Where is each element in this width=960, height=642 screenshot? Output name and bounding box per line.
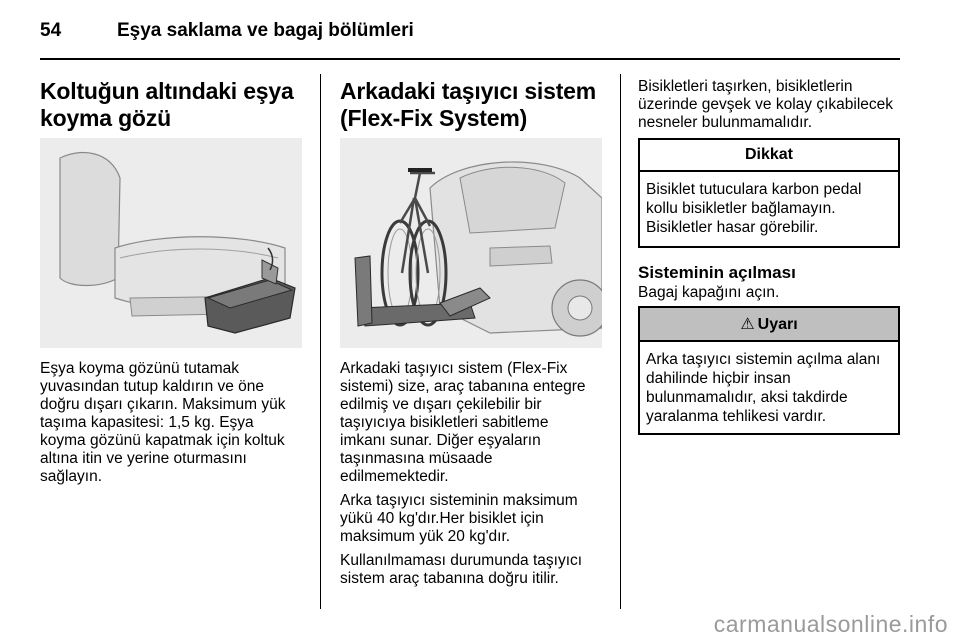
text-line: sistem araç tabanına doğru itilir. xyxy=(340,570,559,587)
flexfix-description xyxy=(340,360,605,594)
column-divider-2 xyxy=(620,74,621,609)
text-line: altına itin ve yerine oturmasını xyxy=(40,450,247,467)
text-line: taşıyıcıya bisikletleri sabitleme xyxy=(340,414,549,431)
warning-box xyxy=(638,306,900,435)
text-line: taşıma kapasitesi: 1,5 kg. Eşya xyxy=(40,414,254,431)
heading-line: (Flex-Fix System) xyxy=(340,105,528,131)
text-line: yaralanma tehlikesi vardır. xyxy=(646,408,827,425)
text-line: yuvasından tutup kaldırın ve öne xyxy=(40,378,265,395)
bike-carrier-image xyxy=(340,138,602,348)
heading-line: Arkadaki taşıyıcı sistem xyxy=(340,78,597,104)
text-line: nesneler bulunmamalıdır. xyxy=(638,114,813,131)
text-line: Arka taşıyıcı sistemin açılma alanı xyxy=(646,351,881,368)
text-line: üzerinde gevşek ve kolay çıkabilecek xyxy=(638,96,894,113)
heading-line: koyma gözü xyxy=(40,105,171,131)
warning-title: Uyarı xyxy=(757,316,798,333)
text-line: edilmemektedir. xyxy=(340,468,449,485)
text-line: taşınmasına müsaade xyxy=(340,450,493,467)
text-line: edilmiş ve dışarı çekilebilir bir xyxy=(340,396,542,413)
text-line: doğru dışarı çıkarın. Maksimum yük xyxy=(40,396,286,413)
text-line: Bisikletleri taşırken, bisikletlerin xyxy=(638,78,853,95)
running-title: Eşya saklama ve bagaj bölümleri xyxy=(117,20,414,41)
section-heading-storage xyxy=(40,78,294,132)
warning-body xyxy=(640,342,898,434)
heading-line: Koltuğun altındaki eşya xyxy=(40,78,294,104)
section-heading-flexfix xyxy=(340,78,596,132)
page-number: 54 xyxy=(40,20,62,41)
text-line: kollu bisikletler bağlamayın. xyxy=(646,200,836,217)
text-line: imkanı sunar. Diğer eşyaların xyxy=(340,432,541,449)
bike-carrier-illustration xyxy=(340,138,602,348)
text-line: Bisiklet tutuculara karbon pedal xyxy=(646,181,862,198)
header-rule xyxy=(40,58,900,60)
paragraph xyxy=(340,552,605,588)
notice-box xyxy=(638,138,900,248)
seat-drawer-illustration xyxy=(40,138,302,348)
text-line: Arkadaki taşıyıcı sistem (Flex-Fix xyxy=(340,360,568,377)
text-line: Kullanılmaması durumunda taşıyıcı xyxy=(340,552,583,569)
opening-subheading: Sisteminin açılması xyxy=(638,263,796,282)
text-line: Eşya koyma gözünü tutamak xyxy=(40,360,240,377)
text-line: bulunmamalıdır, aksi takdirde xyxy=(646,389,848,406)
text-line: Arka taşıyıcı sisteminin maksimum xyxy=(340,492,578,509)
seat-drawer-image xyxy=(40,138,302,348)
paragraph xyxy=(340,492,605,546)
text-line: Bisikletler hasar görebilir. xyxy=(646,219,819,236)
text-line: sağlayın. xyxy=(40,468,103,485)
paragraph xyxy=(340,360,605,486)
warning-triangle-icon: ⚠ xyxy=(740,316,755,333)
text-line: sistemi) size, araç tabanına entegre xyxy=(340,378,586,395)
warning-title-bar xyxy=(640,308,898,342)
opening-instruction: Bagaj kapağını açın. xyxy=(638,284,780,301)
text-line: maksimum yük 20 kg'dır. xyxy=(340,528,511,545)
loose-objects-note xyxy=(638,78,908,132)
watermark: carmanualsonline.info xyxy=(713,611,948,637)
notice-title: Dikkat xyxy=(640,140,898,172)
column-divider-1 xyxy=(320,74,321,609)
storage-instructions xyxy=(40,360,310,486)
text-line: yükü 40 kg'dır.Her bisiklet için xyxy=(340,510,544,527)
text-line: dahilinde hiçbir insan xyxy=(646,370,791,387)
notice-body xyxy=(640,172,898,245)
text-line: koyma gözünü kapatmak için koltuk xyxy=(40,432,285,449)
